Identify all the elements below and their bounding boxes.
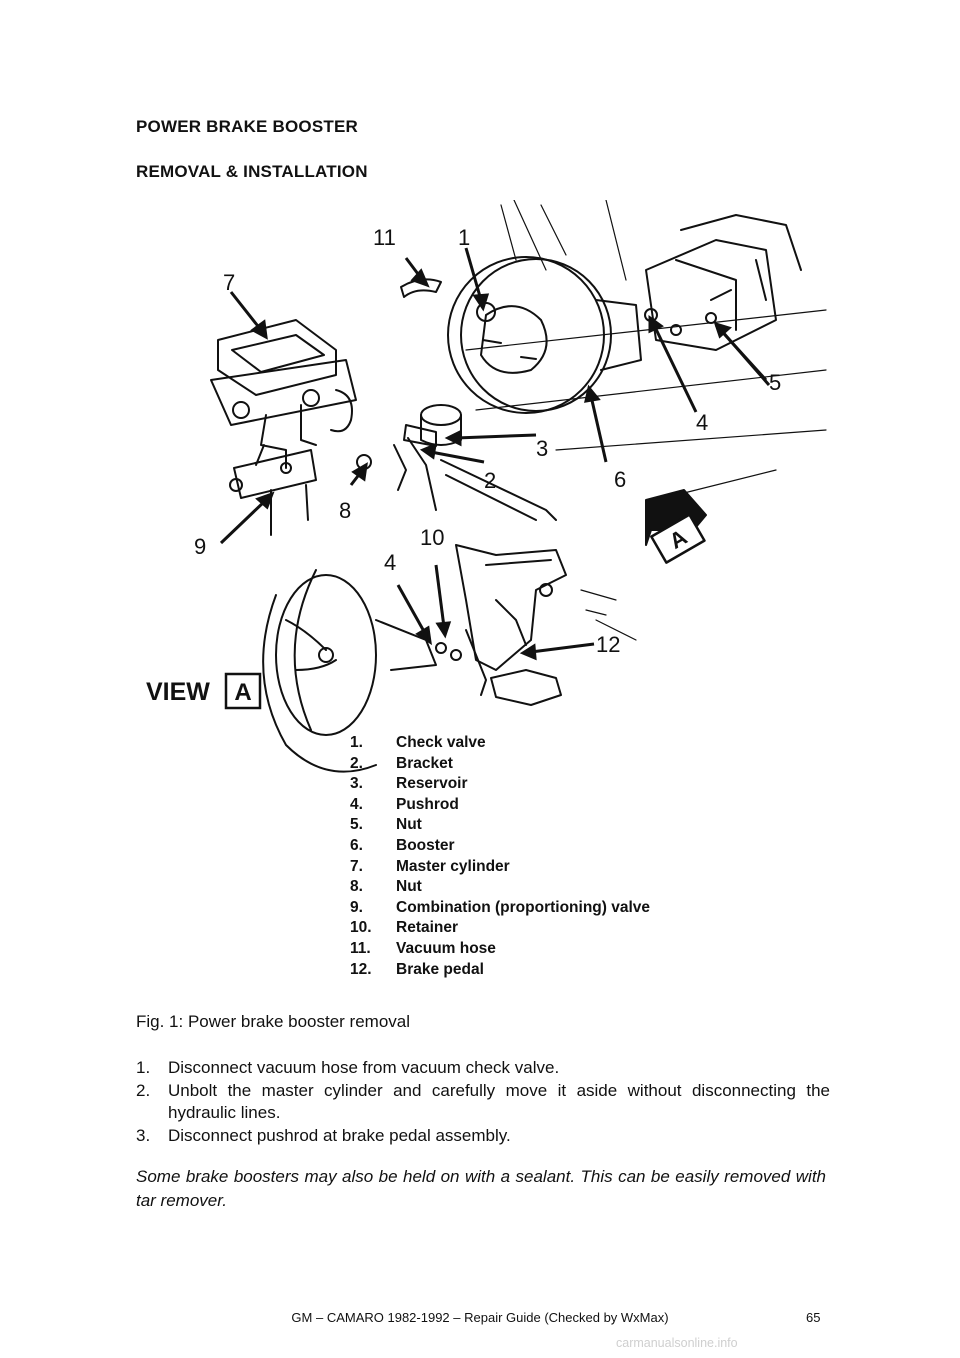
callout-6: 6 <box>614 467 627 492</box>
figure-caption: Fig. 1: Power brake booster removal <box>136 1012 411 1031</box>
legend-item <box>350 939 650 960</box>
step-item <box>136 1057 830 1080</box>
legend-item <box>350 918 650 939</box>
legend-num: 4. <box>350 795 363 813</box>
step-text: Disconnect pushrod at brake pedal assembly. <box>168 1125 511 1145</box>
step-number: 1. <box>136 1058 151 1077</box>
legend-item <box>350 898 650 919</box>
legend-item <box>350 815 650 836</box>
step-number: 2. <box>136 1080 151 1100</box>
legend-item <box>350 960 650 981</box>
legend-label: Check valve <box>396 734 486 751</box>
step-item <box>136 1080 830 1125</box>
callout-7: 7 <box>223 270 236 295</box>
callout-9: 9 <box>194 534 207 559</box>
callout-2: 2 <box>484 468 497 493</box>
legend-num: 5. <box>350 816 363 834</box>
legend-item <box>350 754 650 775</box>
legend-label: Bracket <box>396 754 453 772</box>
legend-label: Brake pedal <box>396 960 484 978</box>
callout-5: 5 <box>769 370 782 395</box>
legend-item <box>350 836 650 857</box>
legend-num: 12. <box>350 960 372 978</box>
legend-item <box>350 877 650 898</box>
legend-num: 6. <box>350 836 363 854</box>
callout-1: 1 <box>458 225 471 250</box>
legend-label: Master cylinder <box>396 857 510 875</box>
figure-legend <box>350 733 650 980</box>
legend-num: 10. <box>350 919 372 937</box>
procedure-steps <box>136 1057 830 1147</box>
callout-3: 3 <box>536 436 549 461</box>
step-text: Disconnect vacuum hose from vacuum check valve. <box>168 1058 560 1077</box>
legend-item <box>350 733 650 754</box>
legend-label: Vacuum hose <box>396 939 496 957</box>
legend-item <box>350 774 650 795</box>
callout-12: 12 <box>596 632 621 657</box>
section-heading: POWER BRAKE BOOSTER <box>136 117 358 136</box>
legend-item <box>350 795 650 816</box>
arrow-letter-label: A <box>665 524 692 554</box>
view-label: VIEW <box>146 678 210 706</box>
legend-label: Nut <box>396 878 422 896</box>
legend-num: 8. <box>350 878 363 896</box>
page-number: 65 <box>806 1310 821 1325</box>
legend-num: 9. <box>350 898 363 916</box>
legend-label: Retainer <box>396 919 459 937</box>
legend-label: Nut <box>396 816 422 834</box>
watermark: carmanualsonline.info <box>616 1336 738 1350</box>
legend-num: 2. <box>350 754 363 772</box>
callout-8: 8 <box>339 498 352 523</box>
callout-4-top: 4 <box>696 410 709 435</box>
legend-num: 1. <box>350 734 363 751</box>
legend-item <box>350 857 650 878</box>
subsection-heading: REMOVAL & INSTALLATION <box>136 162 368 181</box>
callout-10: 10 <box>420 525 445 550</box>
legend-label: Pushrod <box>396 795 459 813</box>
callout-4-bottom: 4 <box>384 550 397 575</box>
step-number: 3. <box>136 1125 151 1145</box>
legend-num: 3. <box>350 775 363 793</box>
legend-label: Combination (proportioning) valve <box>396 898 651 916</box>
view-letter: A <box>234 679 252 706</box>
legend-num: 11. <box>350 939 371 957</box>
sealant-note: Some brake boosters may also be held on with a sealant. This can be easily removed with tar remover. <box>136 1167 826 1210</box>
legend-label: Reservoir <box>396 775 468 793</box>
step-text: Unbolt the master cylinder and carefully move it aside without disconnecting the hydraulic lines. <box>168 1080 830 1122</box>
step-item <box>136 1125 830 1148</box>
footer-title: GM – CAMARO 1982-1992 – Repair Guide (Checked by WxMax) <box>291 1310 669 1325</box>
callout-11: 11 <box>373 225 396 250</box>
legend-num: 7. <box>350 857 363 875</box>
legend-label: Booster <box>396 836 455 854</box>
